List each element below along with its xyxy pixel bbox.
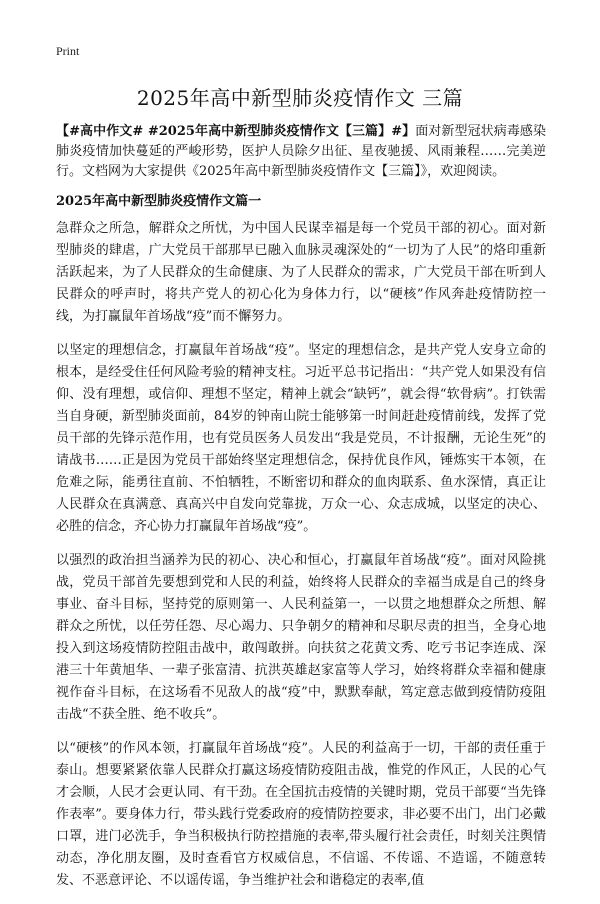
section-subtitle: 2025年高中新型肺炎疫情作文篇一 [56, 194, 262, 209]
article-body [56, 218, 546, 904]
paragraph-1: 急群众之所急，解群众之所忧，为中国人民谋幸福是每一个党员干部的初心。面对新型肺炎的肆虐，广大党员干部那早已融入血脉灵魂深处的“一切为了人民”的烙印重新活跃起来，为了人民群众的生命健康、为了人民群众的需求，广大党员干部在听到人民群众的呼声时，将共产党人的初心化为身体力行，以“硬核”作风奔赴疫情防控一线，为打赢鼠年首场战“疫”而不懈努力。 [56, 221, 546, 324]
intro-tags: 【#高中作文# #2025年高中新型肺炎疫情作文【三篇】#】 [56, 124, 416, 139]
paragraph-4: 以“硬核”的作风本领，打赢鼠年首场战“疫”。人民的利益高于一切，干部的责任重于泰山。想要紧紧依靠人民群众打赢这场疫情防疫阻击战，惟党的作风正，人民的心气才会顺，人民才会更认同、有干劲。在全国抗击疫情的关键时期，党员干部要“当先锋作表率”。要身体力行，带头践行党委政府的疫情防控要求，非必要不出门，出门必戴口罩，进门必洗手，争当积极执行防控措施的表率,带头履行社会责任，时刻关注舆情动态，净化朋友圈，及时查看官方权威信息，不信谣、不传谣、不造谣，不随意转发、不恶意评论、不以谣传谣，争当维护社会和谐稳定的表率,值 [56, 741, 546, 888]
page-title: 2025年高中新型肺炎疫情作文 三篇 [136, 86, 464, 110]
print-link[interactable]: Print [56, 44, 80, 58]
paragraph-2: 以坚定的理想信念，打赢鼠年首场战“疫”。坚定的理想信念，是共产党人安身立命的根本，是经受住任何风险考验的精神支柱。习近平总书记指出：“共产党人如果没有信仰、没有理想，或信仰、理想不坚定，精神上就会“缺钙”，就会得“软骨病”。打铁需当自身硬，新型肺炎面前，84岁的钟南山院士能够第一时间赶赴疫情前线，发挥了党员干部的先锋示范作用，也有党员医务人员发出“我是党员，不计报酬，无论生死”的请战书……正是因为党员干部始终坚定理想信念，保持优良作风，锤炼实干本领，在危难之际，能勇往直前、不怕牺牲，不断密切和群众的血肉联系、鱼水深情，真正让人民群众在真满意、真高兴中自发向党靠拢，万众一心、众志成城，以坚定的决心、必胜的信念，齐心协力打赢鼠年首场战“疫”。 [56, 343, 546, 534]
intro-text: 面对新型冠状病毒感染肺炎疫情加快蔓延的严峻形势，医护人员除夕出征、星夜驰援、风雨兼程……完美逆行。文档网为大家提供《2025年高中新型肺炎疫情作文【三篇】》，欢迎阅读。 [56, 124, 546, 179]
intro-paragraph [56, 122, 546, 182]
paragraph-3: 以强烈的政治担当涵养为民的初心、决心和恒心，打赢鼠年首场战“疫”。面对风险挑战，党员干部首先要想到党和人民的利益，始终将人民群众的幸福当成是自己的终身事业、奋斗目标，坚持党的原则第一、人民利益第一，一以贯之地想群众之所想、解群众之所忧，以任劳任怨、尽心竭力、只争朝夕的精神和尽职尽责的担当，全身心地投入到这场疫情防控阻击战中，敢闯敢拼。向扶贫之花黄文秀、吃亏书记李连成、深港三十年黄旭华、一辈子张富清、抗洪英雄赵家富等人学习，始终将群众幸福和健康视作奋斗目标，在这场看不见敌人的战“疫”中，默默奉献，笃定意志做到疫情防疫阻击战“不获全胜、绝不收兵”。 [56, 553, 546, 722]
